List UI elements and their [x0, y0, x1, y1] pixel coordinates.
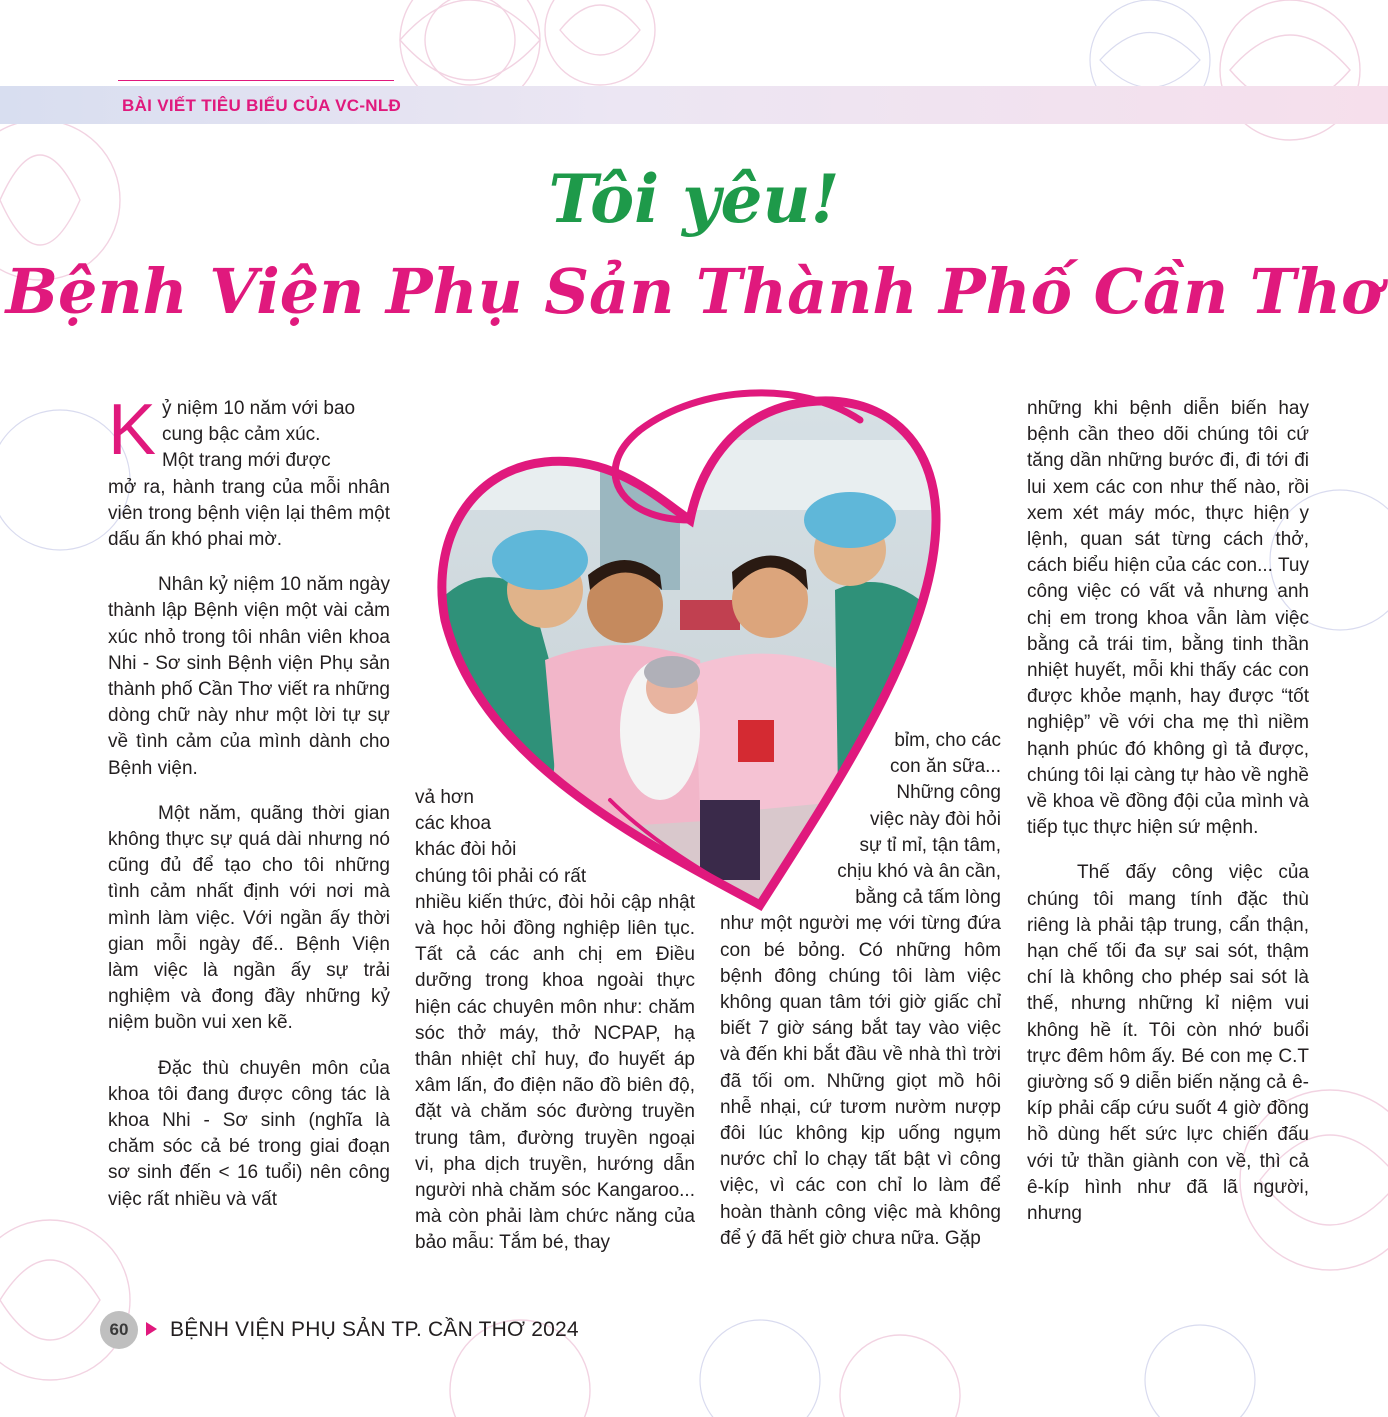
paragraph-line: khác đòi hỏi: [415, 839, 517, 861]
paragraph-text: Đặc thù chuyên môn của khoa tôi đang được công tác là khoa Nhi - Sơ sinh (nghĩa là chăm sóc cả bé trong giai đoạn sơ sinh đến < 16 tuổi) nên công việc rất nhiều và vất: [108, 1057, 390, 1210]
paragraph-line: ỷ niệm 10 năm với bao: [162, 398, 356, 419]
paragraph-line: chúng tôi phải có rất: [415, 865, 587, 887]
paragraph-line: con ăn sữa...: [890, 756, 1001, 778]
paragraph-line: việc này đòi hỏi: [870, 808, 1001, 830]
paragraph-line: Những công: [896, 782, 1001, 804]
drop-cap-letter: K: [108, 390, 157, 470]
paragraph-text: Nhân kỷ niệm 10 năm ngày thành lập Bệnh viện một vài cảm xúc nhỏ trong tôi nhân viên khoa Nhi - Sơ sinh Bệnh viện Phụ sản thành phố Cần Thơ viết ra những dòng chữ này như một lời tự sự về tình cảm của mình dành cho Bệnh viện.: [108, 574, 390, 779]
article-title-line-2: Bệnh Viện Phụ Sản Thành Phố Cần Thơ: [5, 255, 1383, 328]
paragraph-text: Một năm, quãng thời gian không thực sự quá dài nhưng nó cũng đủ để tạo cho tôi những tình cảm nhất định với nơi mà mình làm việc. Với ngần ấy thời gian mỗi ngày đế.. Bệnh Viện làm việc là ngần ấy sự trải nghiệm và đong đầy những kỷ niệm buồn vui xen kẽ.: [108, 802, 390, 1034]
paragraph-text: mở ra, hành trang của mỗi nhân viên trong bệnh viện lại thêm một dấu ấn khó phai mờ.: [108, 476, 390, 551]
paragraph-text: nhiều kiến thức, đòi hỏi cập nhật và học hỏi đồng nghiệp liên tục. Tất cả các anh chị em Điều dưỡng trong khoa ngoài thực hiện các chuyên môn như: chăm sóc thở máy, thở NCPAP, hạ thân nhiệt chỉ huy, đo huyết áp xâm lấn, đo điện não đồ biên độ, đặt và chăm sóc đường truyền trung tâm, đường truyền ngoại vi, pha dịch truyền, hướng dẫn người nhà chăm sóc Kangaroo... mà còn phải làm chức năng của bảo mẫu: Tắm bé, thay: [415, 891, 695, 1254]
paragraph-line: bỉm, cho các: [894, 730, 1001, 751]
article-column-4: [1027, 396, 1309, 1246]
paragraph-line: cung bậc cảm xúc.: [162, 424, 321, 446]
section-label: BÀI VIẾT TIÊU BIỂU CỦA VC-NLĐ: [122, 96, 402, 115]
section-header-rule: [118, 80, 394, 81]
paragraph-line: vả hơn: [415, 787, 474, 808]
paragraph-line: chịu khó và ân cần,: [837, 861, 1001, 883]
paragraph-text: Thế đấy công việc của chúng tôi mang tính đặc thù riêng là phải tập trung, cẩn thận, hạn chế tối đa sự sai sót, thậm chí là không cho phép sai sót là thế, nhưng những kỉ niệm vui không hề ít. Tôi còn nhớ buổi trực đêm hôm ấy. Bé con mẹ C.T giường số 9 diễn biến nặng cả ê-kíp phải cấp cứu suốt 4 giờ đồng hồ dùng hết sức lực chiến đấu với tử thần giành con về, thì cả ê-kíp hình như đã lã người, nhưng: [1027, 862, 1309, 1225]
wrapped-lines: [720, 728, 1001, 911]
paragraph-line: bằng cả tấm lòng: [855, 887, 1001, 909]
paragraph-text: như một người mẹ với từng đứa con bé bỏng. Có những hôm bệnh đông chúng tôi làm việc không quan tâm tới giờ giấc chỉ biết 7 giờ sáng bắt tay vào việc và đến khi bắt đầu về nhà thì trời đã tối om. Những giọt mồ hôi nhễ nhại, cứ tươm nườm nượp đôi lúc không kịp uống ngụm nước chỉ lo chạy tất bật vì công việc, vì các con chỉ lo làm để hoàn thành công việc mà không để ý đã hết giờ chưa nữa. Gặp: [720, 913, 1001, 1249]
article-column-1: [108, 390, 390, 1232]
footer-arrow-icon: [146, 1322, 157, 1336]
paragraph-line: các khoa: [415, 813, 492, 835]
footer-publication-name: BỆNH VIỆN PHỤ SẢN TP. CẦN THƠ 2024: [170, 1318, 579, 1341]
article-column-2: [415, 785, 695, 1276]
wrapped-lines: [415, 785, 635, 890]
paragraph-line: sự tỉ mỉ, tận tâm,: [859, 834, 1001, 856]
article-title-line-1: Tôi yêu!: [548, 160, 840, 238]
page-number: 60: [100, 1311, 138, 1349]
paragraph-line: Một trang mới được: [162, 450, 331, 472]
article-column-3: [720, 728, 1001, 1271]
paragraph-text: những khi bệnh diễn biến hay bệnh cần theo dõi chúng tôi cứ tăng dần những bước đi, đi tới đi lui xem các con như thế nào, rồi xem xét máy móc, thực hiện y lệnh, quan sát từng cách thở, cách biểu hiện của các con... Tuy công việc có vất vả nhưng anh chị em trong khoa vẫn làm việc bằng cả trái tim, bằng tinh thần nhiệt huyết, mỗi khi thấy các con được khỏe mạnh, hay được “tốt nghiệp” về với cha mẹ thì niềm hạnh phúc đó không gì tả được, chúng tôi lại càng tự hào về nghề về khoa về đồng đội của mình và tiếp tục thực hiện sứ mệnh.: [1027, 398, 1309, 839]
